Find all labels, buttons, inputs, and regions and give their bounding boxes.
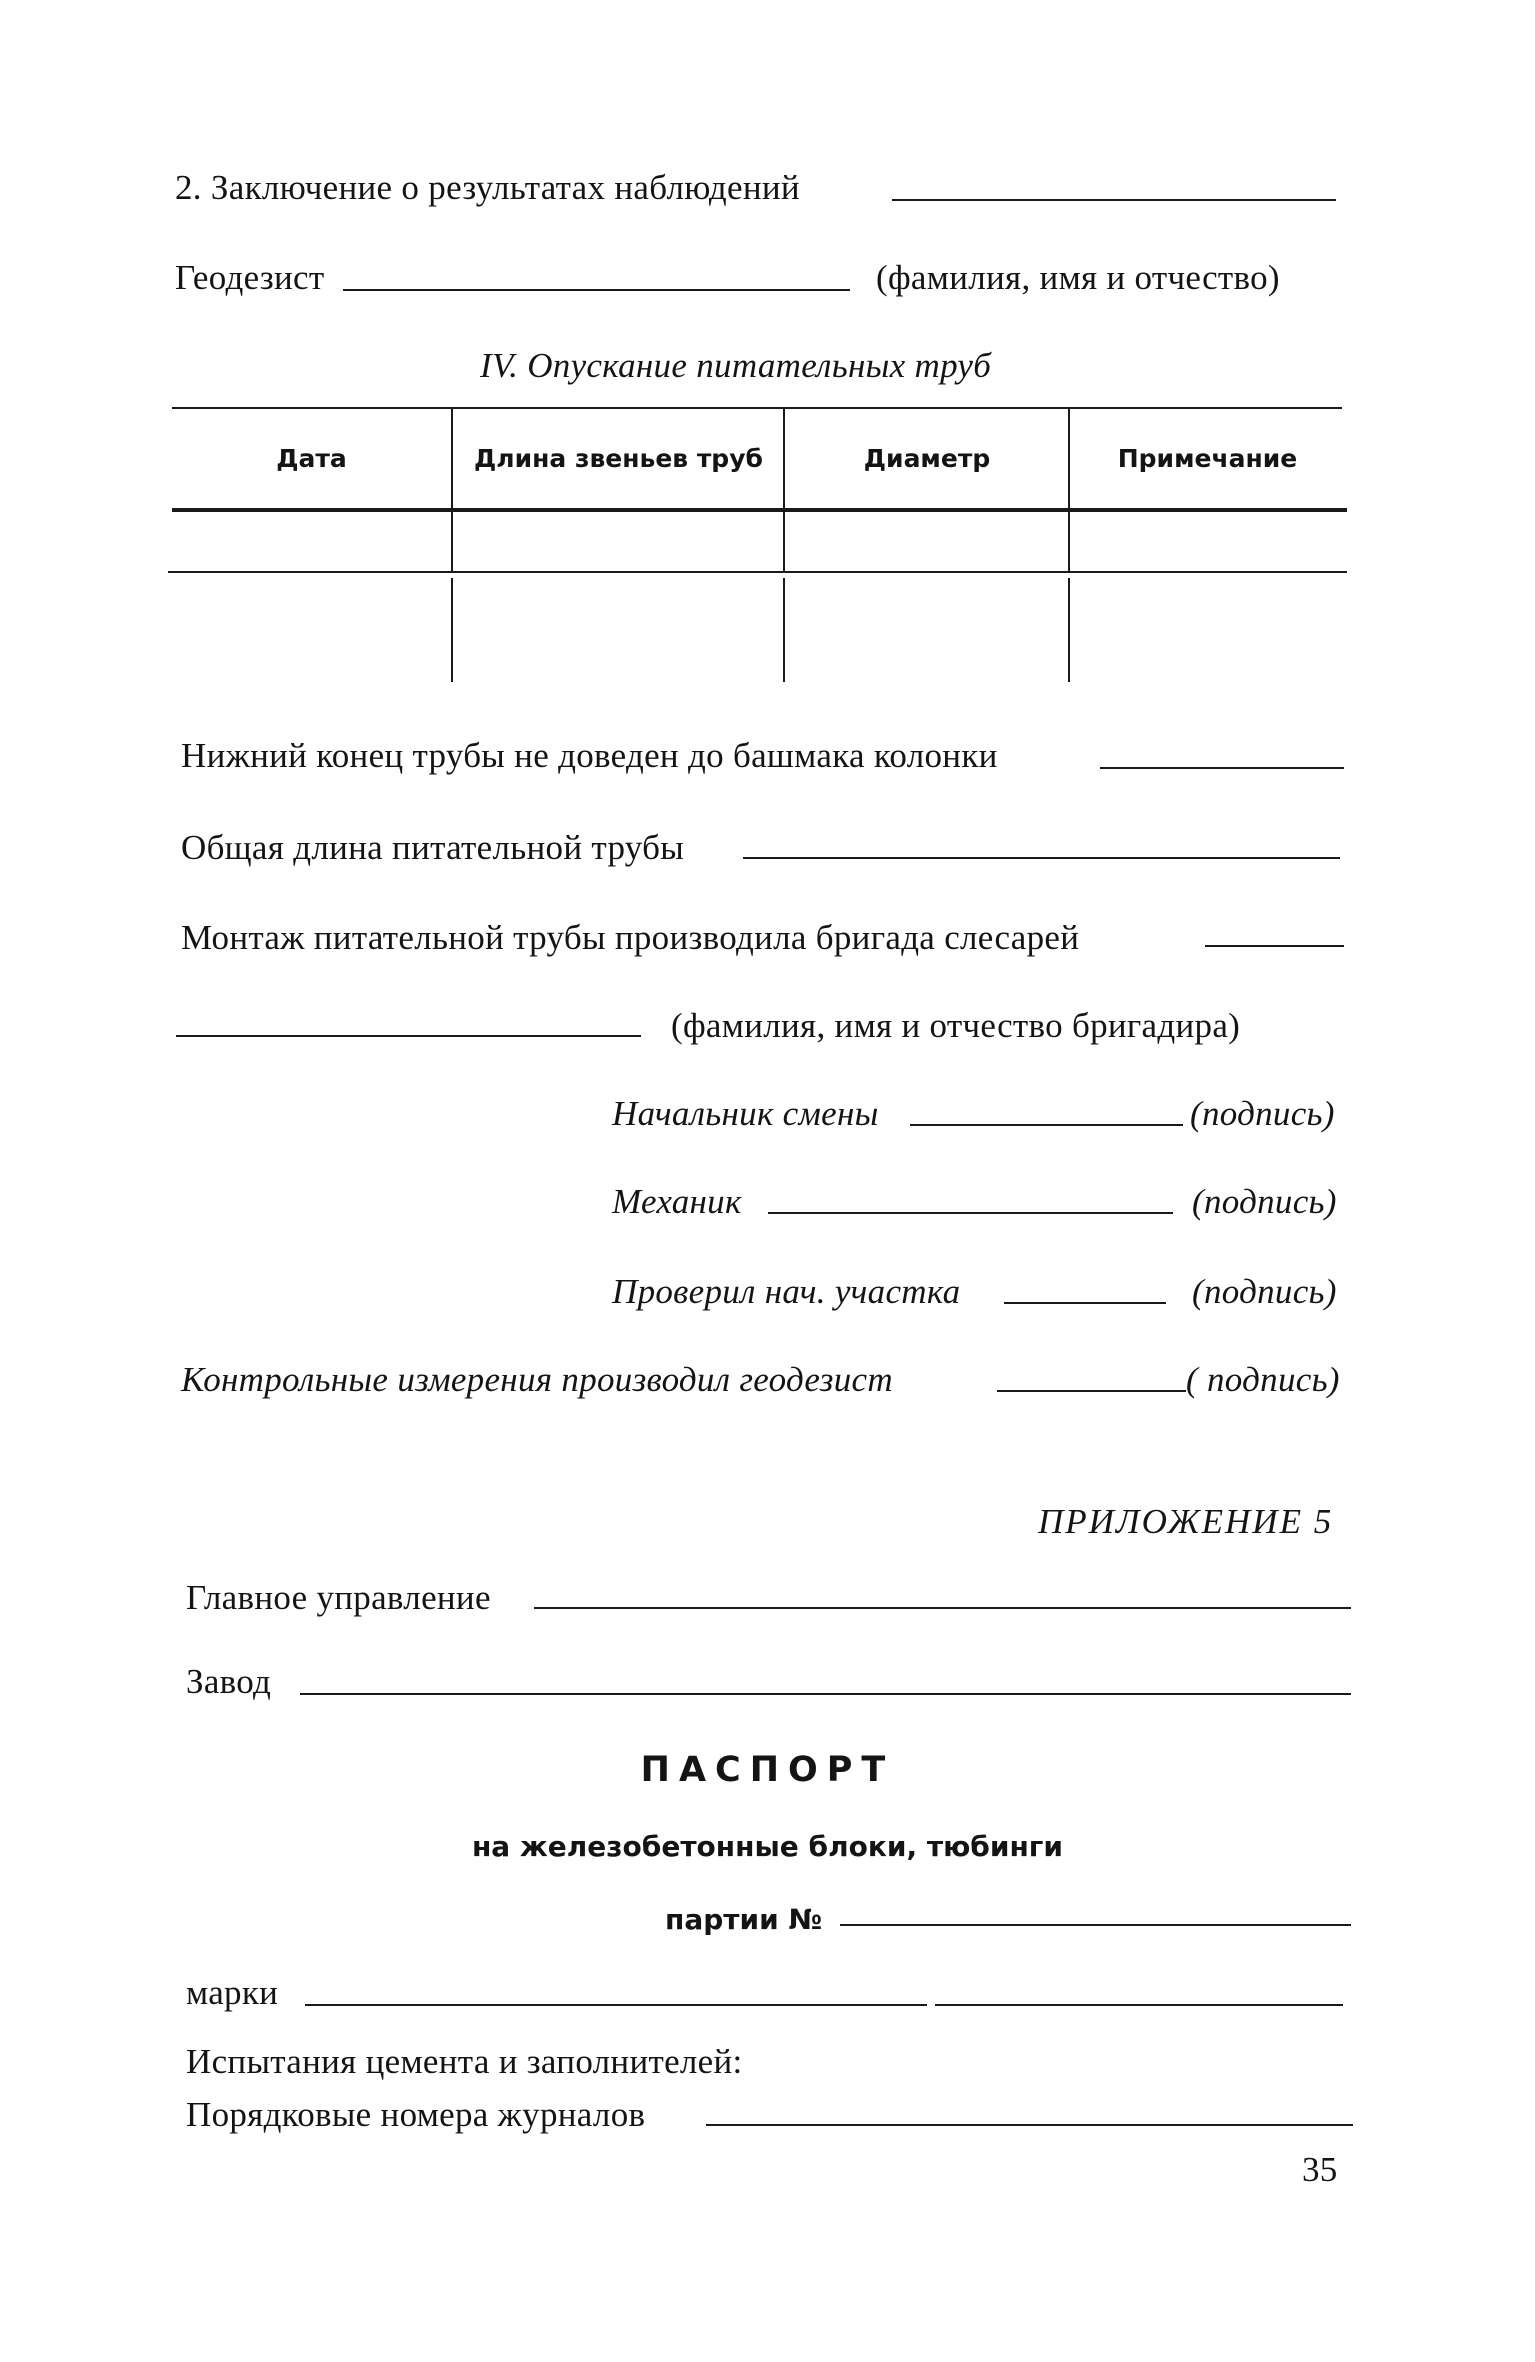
table-col-divider — [783, 578, 785, 682]
table-cell[interactable] — [786, 576, 1068, 680]
foreman-hint: (фамилия, имя и отчество бригадира) — [671, 1006, 1241, 1045]
surveyor-field[interactable] — [343, 289, 850, 291]
batch-label: партии № — [665, 1903, 823, 1936]
table-col-divider — [1068, 409, 1070, 572]
installation-field[interactable] — [1205, 945, 1344, 947]
table-col-divider — [783, 409, 785, 572]
shift-chief-label: Начальник смены — [612, 1094, 879, 1133]
tests-label: Испытания цемента и заполнителей: — [186, 2042, 743, 2081]
control-surveyor-label: Контрольные измерения производил геодезист — [181, 1360, 893, 1399]
table-cell[interactable] — [1071, 512, 1344, 569]
mechanic-hint: (подпись) — [1192, 1182, 1337, 1221]
table-col-divider — [1068, 578, 1070, 682]
foreman-field[interactable] — [176, 1035, 641, 1037]
control-surveyor-hint: ( подпись) — [1186, 1360, 1340, 1399]
lower-end-field[interactable] — [1100, 767, 1344, 769]
table-cell[interactable] — [454, 576, 783, 680]
installation-label: Монтаж питательной трубы производила бригада слесарей — [181, 918, 1080, 957]
main-dept-field[interactable] — [534, 1607, 1351, 1609]
table-cell[interactable] — [172, 576, 451, 680]
plant-field[interactable] — [300, 1693, 1351, 1695]
batch-number-field[interactable] — [840, 1924, 1351, 1926]
header-diameter: Диаметр — [863, 444, 991, 473]
surveyor-label: Геодезист — [175, 258, 325, 297]
table-cell[interactable] — [172, 512, 451, 569]
shift-chief-hint: (подпись) — [1190, 1094, 1335, 1133]
main-dept-label: Главное управление — [186, 1578, 491, 1617]
table-cell[interactable] — [1071, 576, 1344, 680]
table-col-divider — [451, 409, 453, 572]
header-date: Дата — [276, 444, 347, 473]
table-cell[interactable] — [454, 512, 783, 569]
site-chief-hint: (подпись) — [1192, 1272, 1337, 1311]
mechanic-signature-field[interactable] — [768, 1212, 1173, 1214]
table-top-rule — [172, 407, 1342, 409]
header-segment-length: Длина звеньев труб — [474, 444, 763, 473]
table-row-rule — [168, 571, 1347, 573]
control-surveyor-signature-field[interactable] — [997, 1390, 1186, 1392]
appendix-title: ПРИЛОЖЕНИЕ 5 — [1038, 1502, 1334, 1541]
passport-subtitle: на железобетонные блоки, тюбинги — [471, 1830, 1064, 1863]
passport-title: ПАСПОРТ — [640, 1750, 895, 1790]
table-cell[interactable] — [786, 512, 1068, 569]
brand-field[interactable] — [305, 2004, 927, 2006]
conclusion-field[interactable] — [892, 199, 1336, 201]
site-chief-label: Проверил нач. участка — [612, 1272, 961, 1311]
site-chief-signature-field[interactable] — [1004, 1302, 1166, 1304]
conclusion-label: 2. Заключение о результатах наблюдений — [175, 168, 800, 207]
brand-label: марки — [186, 1973, 279, 2012]
journals-field[interactable] — [706, 2124, 1353, 2126]
brand-field-extra[interactable] — [935, 2004, 1343, 2006]
journals-label: Порядковые номера журналов — [186, 2095, 646, 2134]
total-length-label: Общая длина питательной трубы — [181, 828, 685, 867]
section-title: IV. Опускание питательных труб — [480, 346, 992, 385]
header-note: Примечание — [1117, 444, 1298, 473]
total-length-field[interactable] — [743, 857, 1340, 859]
plant-label: Завод — [186, 1662, 272, 1701]
surveyor-hint: (фамилия, имя и отчество) — [876, 258, 1280, 297]
table-col-divider — [451, 578, 453, 682]
shift-chief-signature-field[interactable] — [910, 1124, 1183, 1126]
mechanic-label: Механик — [612, 1182, 742, 1221]
page-number: 35 — [1302, 2150, 1338, 2189]
lower-end-label: Нижний конец трубы не доведен до башмака колонки — [181, 736, 998, 775]
